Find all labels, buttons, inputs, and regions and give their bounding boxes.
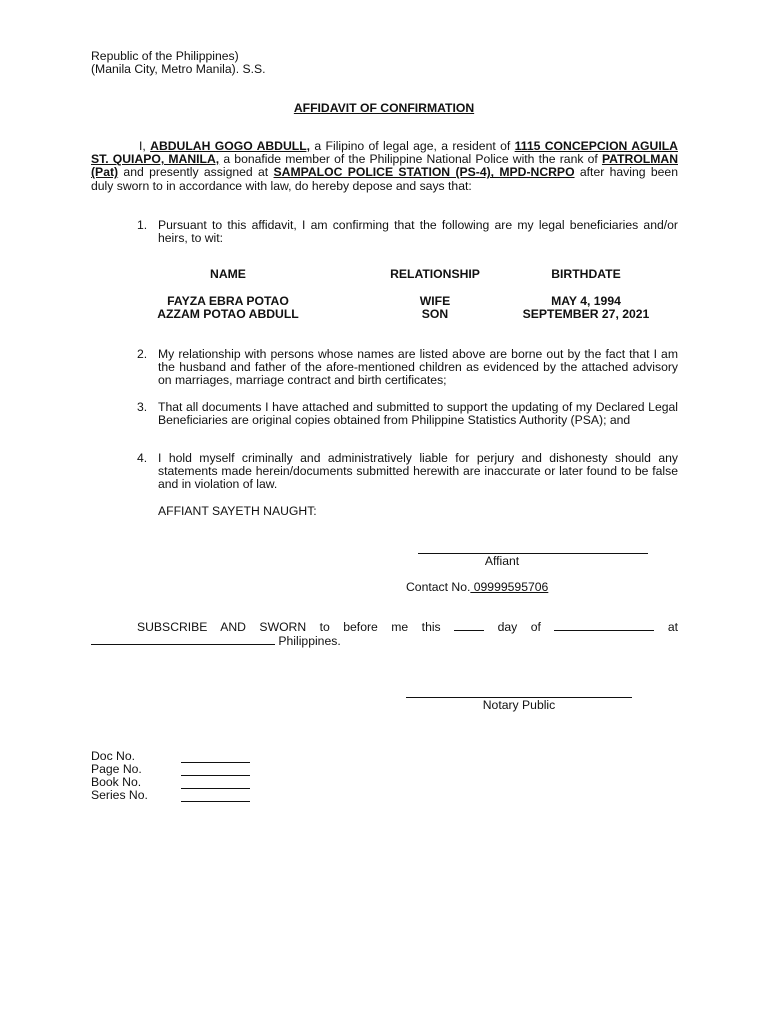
notary-label: Notary Public [482, 698, 556, 712]
intro-text-3: a bonafide member of the Philippine National Police with the rank of [219, 152, 602, 167]
affiant-address: 1115 CONCEPCION AGUILA ST. QUIAPO, MANILA, [91, 139, 678, 167]
doc-field-label: Page No. [91, 762, 142, 776]
jurat-text-2: day of [484, 620, 555, 634]
affiant-station: SAMPALOC POLICE STATION (PS-4), MPD-NCRPO [273, 165, 575, 180]
header-line-country: Republic of the Philippines) [91, 49, 239, 63]
list-item [137, 348, 678, 388]
document-header [91, 50, 266, 76]
doc-field-label: Doc No. [91, 749, 136, 763]
item-text: I hold myself criminally and administratively liable for perjury and dishonesty should any statements made herein/documents submitted herewith are inaccurate or later found to be false and in violation of law. [158, 451, 678, 492]
doc-field-line [181, 775, 250, 776]
jurat-text-3: at [654, 620, 678, 634]
beneficiary-relationship: WIFE [419, 294, 451, 308]
day-blank [454, 620, 484, 631]
affiant-name: ABDULAH GOGO ABDULL, [150, 139, 311, 153]
beneficiary-relationship: SON [421, 307, 449, 321]
jurat-text-1: SUBSCRIBE AND SWORN to before me this [137, 620, 455, 634]
item-number: 3. [137, 400, 148, 414]
table-row [0, 295, 768, 309]
beneficiary-name: FAYZA EBRA POTAO [167, 294, 289, 308]
table-row [0, 308, 768, 322]
beneficiary-name: AZZAM POTAO ABDULL [157, 307, 299, 321]
jurat-paragraph [91, 620, 678, 648]
beneficiary-table-header [0, 268, 768, 282]
affiant-label: Affiant [484, 554, 520, 568]
list-item [137, 452, 678, 492]
contact-value: 09999595706 [470, 580, 549, 594]
affiant-signature-line [418, 553, 648, 554]
document-title: AFFIDAVIT OF CONFIRMATION [293, 101, 475, 115]
header-line-venue: (Manila City, Metro Manila). S.S. [91, 62, 266, 77]
doc-field-line [181, 762, 250, 763]
item-number: 4. [137, 451, 148, 465]
jurat-text-4: Philippines. [275, 634, 341, 649]
intro-paragraph [91, 140, 678, 193]
month-blank [554, 620, 654, 631]
column-header-name: NAME [210, 267, 246, 281]
intro-text-4: and presently assigned at [118, 165, 274, 180]
affiant-rank: PATROLMAN (Pat) [91, 152, 678, 180]
contact-label: Contact No. [406, 580, 471, 594]
item-text: Pursuant to this affidavit, I am confirming that the following are my legal beneficiaries and/or heirs, to wit: [158, 218, 678, 246]
intro-text-2: a Filipino of legal age, a resident of [310, 139, 515, 153]
item-text: My relationship with persons whose names are listed above are borne out by the fact that I am the husband and father of the afore-mentioned children as evidenced by the attached advisory on marriages, marriage contract and birth certificates; [158, 347, 678, 388]
affiant-sayeth-naught: AFFIANT SAYETH NAUGHT: [158, 504, 317, 518]
column-header-relationship: RELATIONSHIP [390, 267, 480, 281]
intro-text-5: after having been duly sworn to in accordance with law, do hereby depose and says that: [91, 165, 678, 193]
doc-field-line [181, 788, 250, 789]
beneficiary-birthdate: SEPTEMBER 27, 2021 [522, 307, 650, 321]
list-item [137, 219, 678, 245]
doc-field-label: Series No. [91, 788, 148, 802]
column-header-birthdate: BIRTHDATE [551, 267, 621, 281]
item-number: 2. [137, 347, 148, 361]
item-number: 1. [137, 218, 148, 232]
item-text: That all documents I have attached and submitted to support the updating of my Declared Legal Beneficiaries are original copies obtained from Philippine Statistics Authority (PSA); and [158, 400, 678, 428]
intro-text-1: I, [139, 139, 151, 153]
doc-field-label: Book No. [91, 775, 142, 789]
beneficiary-birthdate: MAY 4, 1994 [551, 294, 621, 308]
place-blank [91, 634, 275, 645]
doc-field-line [181, 801, 250, 802]
list-item [137, 401, 678, 427]
contact-number [406, 581, 548, 594]
